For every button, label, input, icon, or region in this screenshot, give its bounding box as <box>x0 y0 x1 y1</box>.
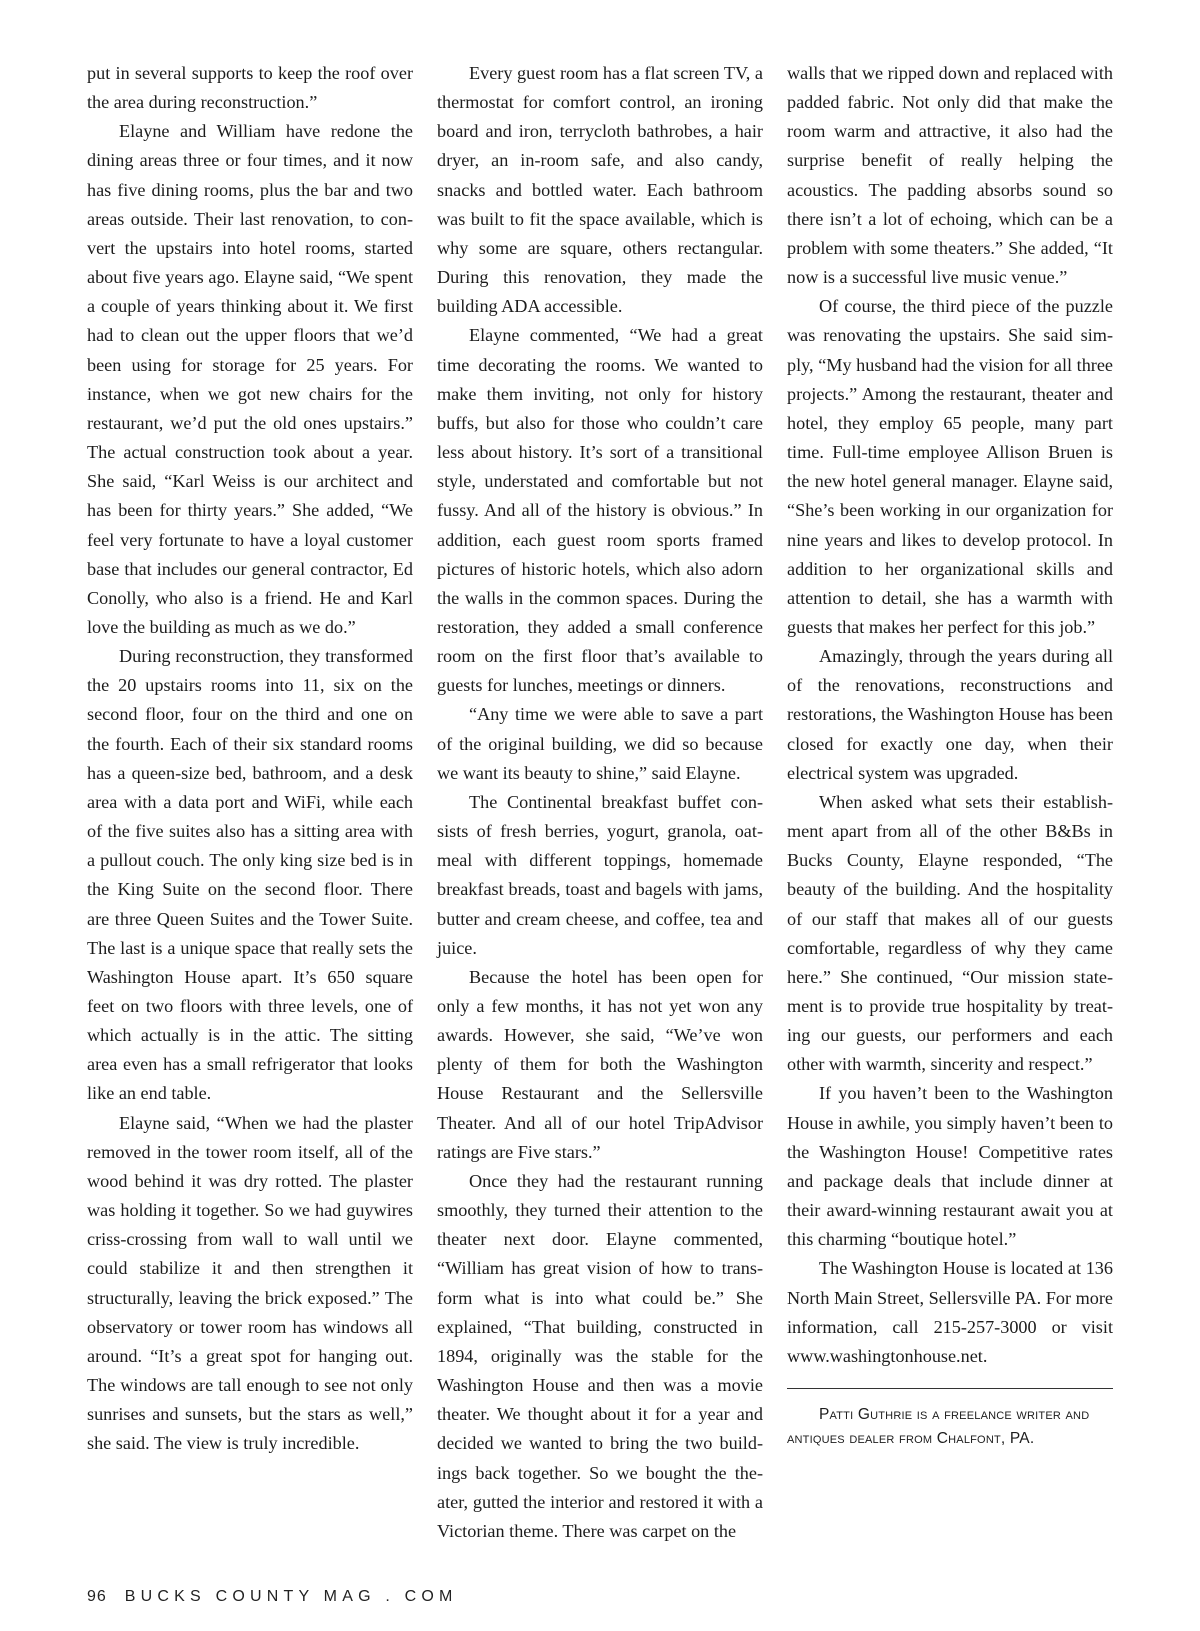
article-column-3 <box>787 59 1113 1451</box>
paragraph: Amazingly, through the years during all of the renovations, reconstructions and restorations, the Washington House has been closed for exactly one day, when their electrical system was upgraded. <box>787 646 1113 783</box>
bio-divider <box>787 1388 1113 1389</box>
paragraph: Because the hotel has been open for only a few months, it has not yet won any awards. However, she said, “We’ve won plenty of them for both the Washington House Restaurant and the Sellersville Theater. And all of our hotel TripAdvisor ratings are Five stars.” <box>437 966 763 1162</box>
paragraph: Every guest room has a flat screen TV, a thermostat for comfort control, an ironing board and iron, terrycloth bathrobes, a hair dryer, an in-room safe, and also candy, snacks and bottled water. Each bathroom was built to fit the space available, which is why some are square, others rectangular. During this renovation, they made the building ADA accessible. <box>437 63 763 317</box>
paragraph: The Continental breakfast buffet consists of fresh berries, yogurt, granola, oatmeal with different toppings, homemade breakfast breads, toast and bagels with jams, butter and cream cheese, and coffee, tea and juice. <box>437 791 763 958</box>
paragraph: walls that we ripped down and replaced with padded fabric. Not only did that make the room warm and attractive, it also had the surprise benefit of really helping the acoustics. The padding absorbs sound so there isn’t a lot of echoing, which can be a problem with some theaters.” She added, “It now is a successful live music venue.” <box>787 63 1113 288</box>
paragraph: Once they had the restaurant running smoothly, they turned their attention to the theater next door. Elayne commented, “William has great vision of how to transform what is into what could be.” She explained, “That building, constructed in 1894, originally was the stable for the Washington House and then was a movie theater. We thought about it for a year and decided we wanted to bring the two buildings back together. So we bought the theater, gutted the interior and restored it with a Victorian theme. There was carpet on the <box>437 1170 763 1541</box>
paragraph: Elayne commented, “We had a great time decorating the rooms. We wanted to make them inviting, not only for history buffs, but also for those who couldn’t care less about history. It’s sort of a transitional style, understated and comfortable but not fussy. And all of the history is obvious.” In addition, each guest room sports framed pictures of historic hotels, which also adorn the walls in the common spaces. During the restoration, they added a small conference room on the first floor that’s available to guests for lunches, meetings or dinners. <box>437 325 763 696</box>
paragraph: “Any time we were able to save a part of the original building, we did so because we want its beauty to shine,” said Elayne. <box>437 704 763 783</box>
paragraph: Of course, the third piece of the puzzle was renovating the upstairs. She said simply, “My husband had the vision for all three projects.” Among the restaurant, theater and hotel, they employ 65 people, many part time. Full-time employee Allison Bruen is the new hotel general manager. Elayne said, “She’s been working in our organization for nine years and likes to develop protocol. In addition to her organizational skills and attention to detail, she has a warmth with guests that makes her perfect for this job.” <box>787 296 1113 637</box>
paragraph: If you haven’t been to the Washington House in awhile, you simply haven’t been to the Washington House! Competitive rates and package deals that include dinner at their award-winning restaurant await you at this charming “boutique hotel.” <box>787 1083 1113 1250</box>
article-column-1 <box>87 59 413 1459</box>
author-bio: Patti Guthrie is a freelance writer and antiques dealer from Chalfont, PA. <box>787 1406 1090 1448</box>
paragraph: Elayne said, “When we had the plaster removed in the tower room itself, all of the wood behind it was dry rotted. The plaster was holding it together. So we had guywires criss-crossing from wall to wall until we could stabilize it and then strengthen it structurally, leaving the brick exposed.” The observatory or tower room has windows all around. “It’s a great spot for hanging out. The windows are tall enough to see not only sunrises and sunsets, but the stars as well,” she said. The view is truly incredible. <box>87 1112 413 1454</box>
paragraph: Elayne and William have redone the dining areas three or four times, and it now has five dining rooms, plus the bar and two areas outside. Their last renovation, to convert the upstairs into hotel rooms, started about five years ago. Elayne said, “We spent a couple of years thinking about it. We first had to clean out the upper floors that we’d been using for storage for 25 years. For instance, when we got new chairs for the restaurant, we’d put the old ones upstairs.” The actual construction took about a year. She said, “Karl Weiss is our architect and has been for thirty years.” She added, “We feel very fortunate to have a loyal customer base that includes our general contractor, Ed Conolly, who also is a friend. He and Karl love the building as much as we do.” <box>87 121 413 637</box>
paragraph: The Washington House is located at 136 North Main Street, Sellersville PA. For more information, call 215-257-3000 or visit www.washingtonhouse.net. <box>787 1258 1113 1366</box>
page-number: 96 <box>87 1588 107 1605</box>
paragraph: When asked what sets their establishment apart from all of the other B&Bs in Bucks County, Elayne responded, “The beauty of the building. And the hospitality of our staff that makes all of our guests comfortable, regardless of why they came here.” She continued, “Our mission statement is to provide true hospitality by treating our guests, our performers and each other with warmth, sincerity and respect.” <box>787 791 1113 1075</box>
article-column-2 <box>437 59 763 1546</box>
page-footer <box>87 1588 458 1606</box>
magazine-site: BUCKS COUNTY MAG . COM <box>124 1588 458 1605</box>
paragraph: During reconstruction, they transformed the 20 upstairs rooms into 11, six on the second floor, four on the third and one on the fourth. Each of their six standard rooms has a queen-size bed, bathroom, and a desk area with a data port and WiFi, while each of the five suites also has a sitting area with a pullout couch. The only king size bed is in the King Suite on the second floor. There are three Queen Suites and the Tower Suite. The last is a unique space that really sets the Washington House apart. It’s 650 square feet on two floors with three levels, one of which actually is in the attic. The sitting area even has a small refrigerator that looks like an end table. <box>87 646 413 1104</box>
paragraph: put in several supports to keep the roof over the area during reconstruction.” <box>87 63 413 113</box>
